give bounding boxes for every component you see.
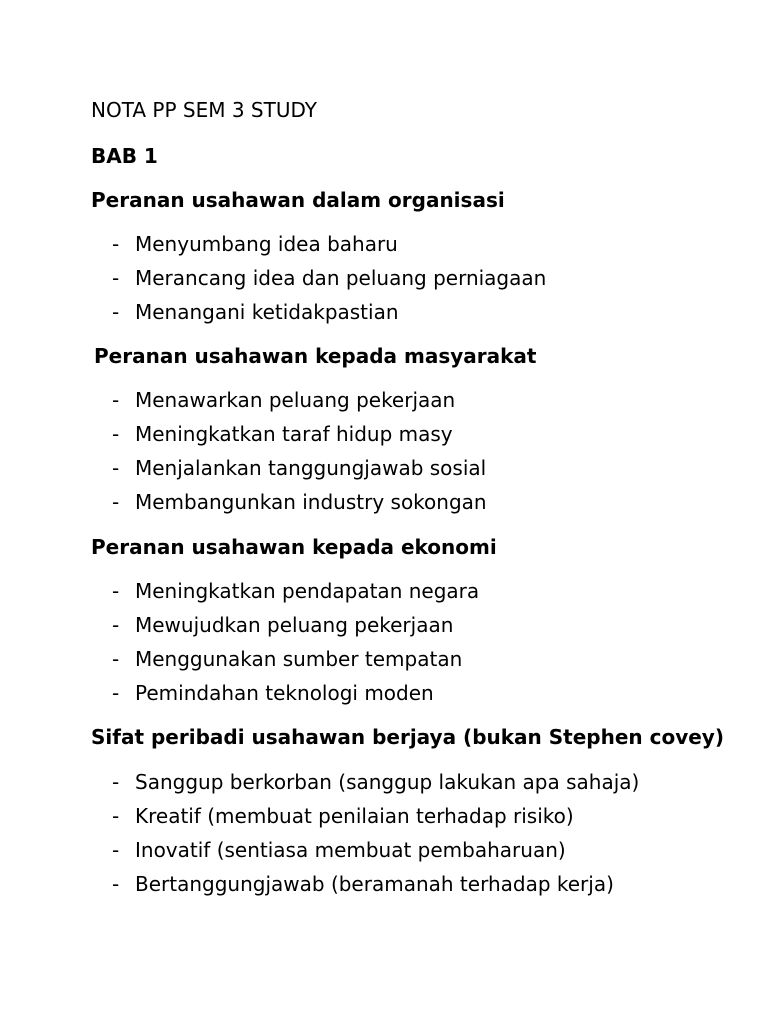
list-item: - Merancang idea dan peluang perniagaan <box>112 266 547 290</box>
section-heading-sifat-peribadi: Sifat peribadi usahawan berjaya (bukan Stephen covey) <box>91 725 724 749</box>
list-item: - Mewujudkan peluang pekerjaan <box>112 613 454 637</box>
list-item: - Meningkatkan pendapatan negara <box>112 579 480 603</box>
chapter-heading: BAB 1 <box>91 144 158 168</box>
list-item: - Menyumbang idea baharu <box>112 232 398 256</box>
list-item: - Kreatif (membuat penilaian terhadap risiko) <box>112 804 574 828</box>
list-item: - Inovatif (sentiasa membuat pembaharuan) <box>112 838 566 862</box>
list-item: - Menggunakan sumber tempatan <box>112 647 463 671</box>
list-item: - Pemindahan teknologi moden <box>112 681 434 705</box>
list-item: - Bertanggungjawab (beramanah terhadap kerja) <box>112 872 614 896</box>
section-heading-ekonomi: Peranan usahawan kepada ekonomi <box>91 535 497 559</box>
section-heading-masyarakat: Peranan usahawan kepada masyarakat <box>94 344 537 368</box>
list-item: - Menawarkan peluang pekerjaan <box>112 388 456 412</box>
list-item: - Menjalankan tanggungjawab sosial <box>112 456 487 480</box>
list-item: - Menangani ketidakpastian <box>112 300 399 324</box>
section-heading-organisasi: Peranan usahawan dalam organisasi <box>91 188 505 212</box>
list-item: - Sanggup berkorban (sanggup lakukan apa sahaja) <box>112 770 640 794</box>
document-title: NOTA PP SEM 3 STUDY <box>91 98 317 122</box>
list-item: - Meningkatkan taraf hidup masy <box>112 422 453 446</box>
list-item: - Membangunkan industry sokongan <box>112 490 487 514</box>
